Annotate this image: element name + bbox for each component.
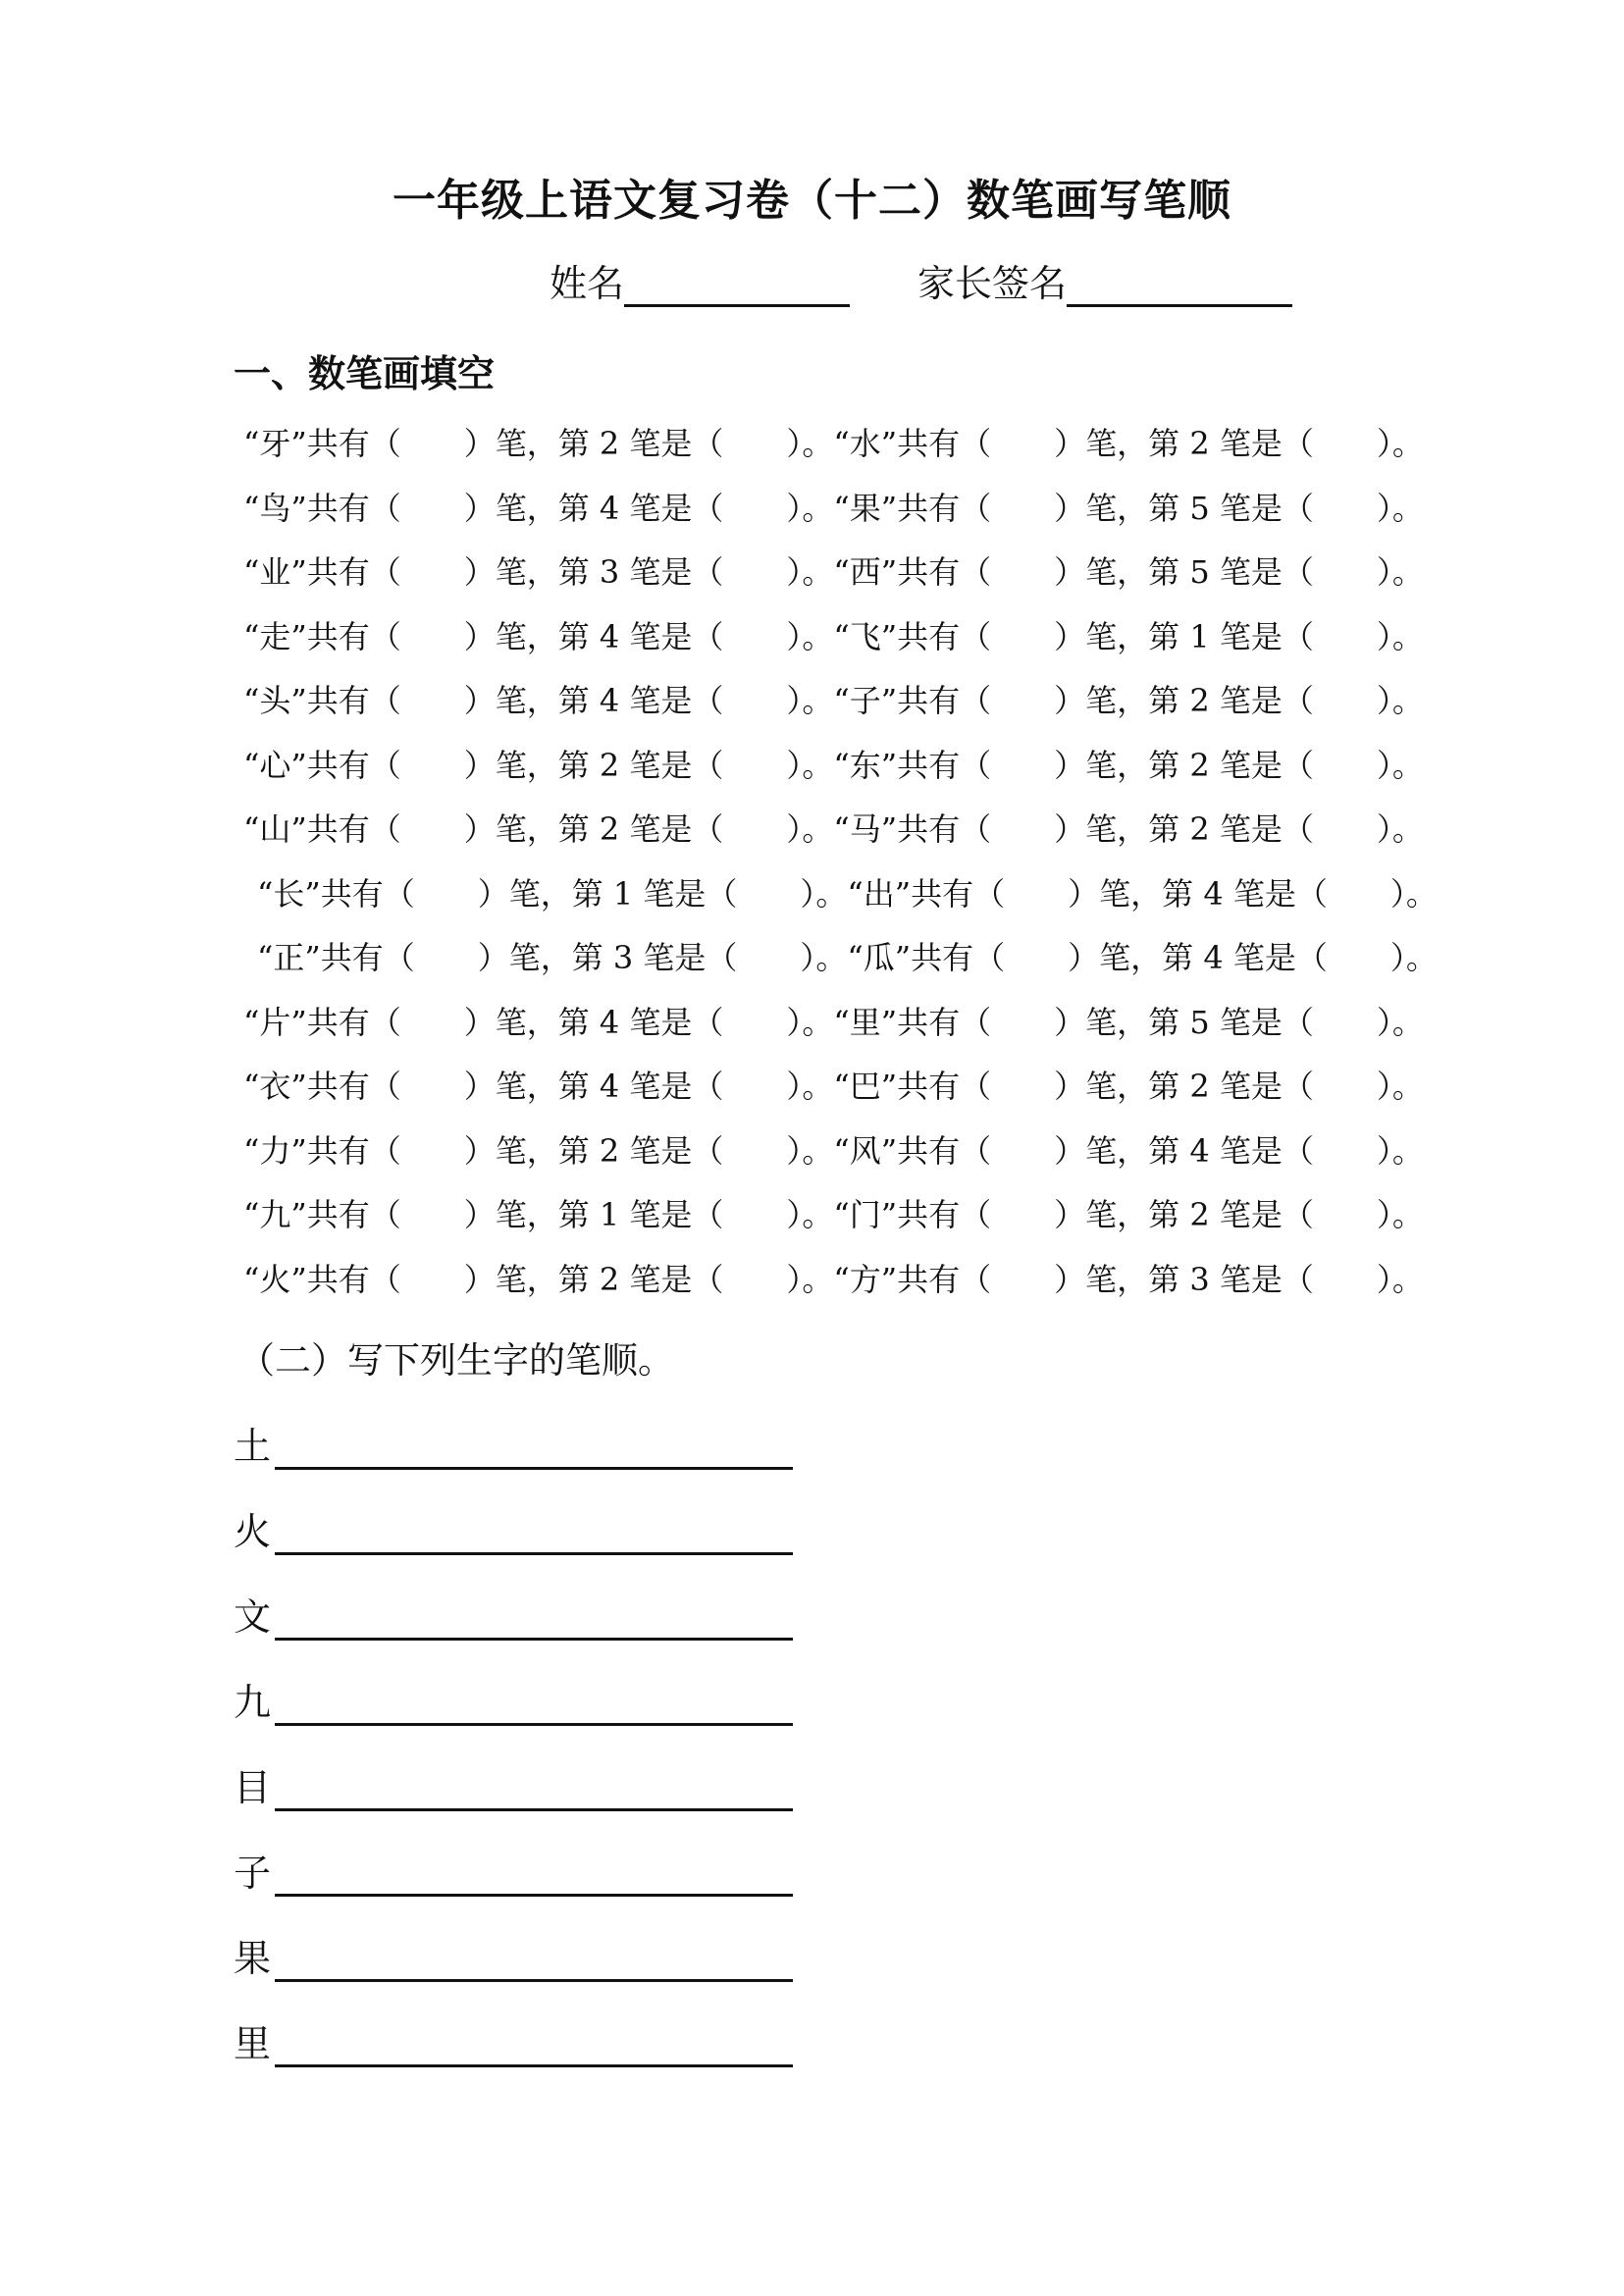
character: 文 bbox=[234, 1595, 272, 1639]
question-row: “长”共有（ ）笔，第 1 笔是（ ）。“出”共有（ ）笔，第 4 笔是（ ）。 bbox=[257, 875, 1438, 913]
parent-signature-label: 家长签名 bbox=[917, 262, 1068, 305]
question-row: “心”共有（ ）笔，第 2 笔是（ ）。“东”共有（ ）笔，第 2 笔是（ ）。 bbox=[243, 747, 1424, 784]
name-field bbox=[550, 253, 850, 307]
character: 果 bbox=[234, 1937, 272, 1980]
name-label: 姓名 bbox=[550, 262, 625, 305]
answer-line[interactable] bbox=[275, 1684, 793, 1726]
name-blank[interactable] bbox=[624, 259, 850, 307]
character: 土 bbox=[234, 1425, 272, 1468]
question-row: “鸟”共有（ ）笔，第 4 笔是（ ）。“果”共有（ ）笔，第 5 笔是（ ）。 bbox=[243, 490, 1424, 527]
stroke-order-item bbox=[234, 1416, 793, 1470]
answer-line[interactable] bbox=[275, 1940, 793, 1982]
answer-line[interactable] bbox=[275, 1428, 793, 1470]
question-row: “山”共有（ ）笔，第 2 笔是（ ）。“马”共有（ ）笔，第 2 笔是（ ）。 bbox=[243, 810, 1424, 848]
character: 目 bbox=[234, 1766, 272, 1809]
section-1-heading: 一、数笔画填空 bbox=[234, 351, 496, 395]
answer-line[interactable] bbox=[275, 1769, 793, 1811]
character: 火 bbox=[234, 1510, 272, 1553]
parent-signature-field bbox=[917, 253, 1292, 307]
question-row: “正”共有（ ）笔，第 3 笔是（ ）。“瓜”共有（ ）笔，第 4 笔是（ ）。 bbox=[257, 939, 1438, 976]
stroke-order-item bbox=[234, 1757, 793, 1811]
character: 里 bbox=[234, 2022, 272, 2065]
question-row: “头”共有（ ）笔，第 4 笔是（ ）。“子”共有（ ）笔，第 2 笔是（ ）。 bbox=[243, 682, 1424, 719]
question-row: “业”共有（ ）笔，第 3 笔是（ ）。“西”共有（ ）笔，第 5 笔是（ ）。 bbox=[243, 553, 1424, 591]
answer-line[interactable] bbox=[275, 2025, 793, 2067]
stroke-order-item bbox=[234, 1928, 793, 1982]
question-row: “力”共有（ ）笔，第 2 笔是（ ）。“风”共有（ ）笔，第 4 笔是（ ）。 bbox=[243, 1132, 1424, 1170]
stroke-order-item bbox=[234, 2013, 793, 2067]
question-row: “片”共有（ ）笔，第 4 笔是（ ）。“里”共有（ ）笔，第 5 笔是（ ）。 bbox=[243, 1004, 1424, 1041]
answer-line[interactable] bbox=[275, 1598, 793, 1641]
stroke-order-item bbox=[234, 1587, 793, 1641]
question-row: “九”共有（ ）笔，第 1 笔是（ ）。“门”共有（ ）笔，第 2 笔是（ ）。 bbox=[243, 1196, 1424, 1233]
question-row: “火”共有（ ）笔，第 2 笔是（ ）。“方”共有（ ）笔，第 3 笔是（ ）。 bbox=[243, 1261, 1424, 1298]
answer-line[interactable] bbox=[275, 1513, 793, 1555]
page-title: 一年级上语文复习卷（十二）数笔画写笔顺 bbox=[393, 176, 1231, 226]
question-row: “走”共有（ ）笔，第 4 笔是（ ）。“飞”共有（ ）笔，第 1 笔是（ ）。 bbox=[243, 618, 1424, 655]
answer-line[interactable] bbox=[275, 1854, 793, 1897]
question-row: “牙”共有（ ）笔，第 2 笔是（ ）。“水”共有（ ）笔，第 2 笔是（ ）。 bbox=[243, 425, 1424, 462]
parent-signature-blank[interactable] bbox=[1067, 259, 1292, 307]
character: 九 bbox=[234, 1681, 272, 1724]
stroke-order-item bbox=[234, 1672, 793, 1726]
stroke-order-item bbox=[234, 1501, 793, 1555]
section-2-heading: （二）写下列生字的笔顺。 bbox=[238, 1339, 674, 1382]
stroke-order-item bbox=[234, 1843, 793, 1897]
character: 子 bbox=[234, 1852, 272, 1895]
question-row: “衣”共有（ ）笔，第 4 笔是（ ）。“巴”共有（ ）笔，第 2 笔是（ ）。 bbox=[243, 1068, 1424, 1105]
